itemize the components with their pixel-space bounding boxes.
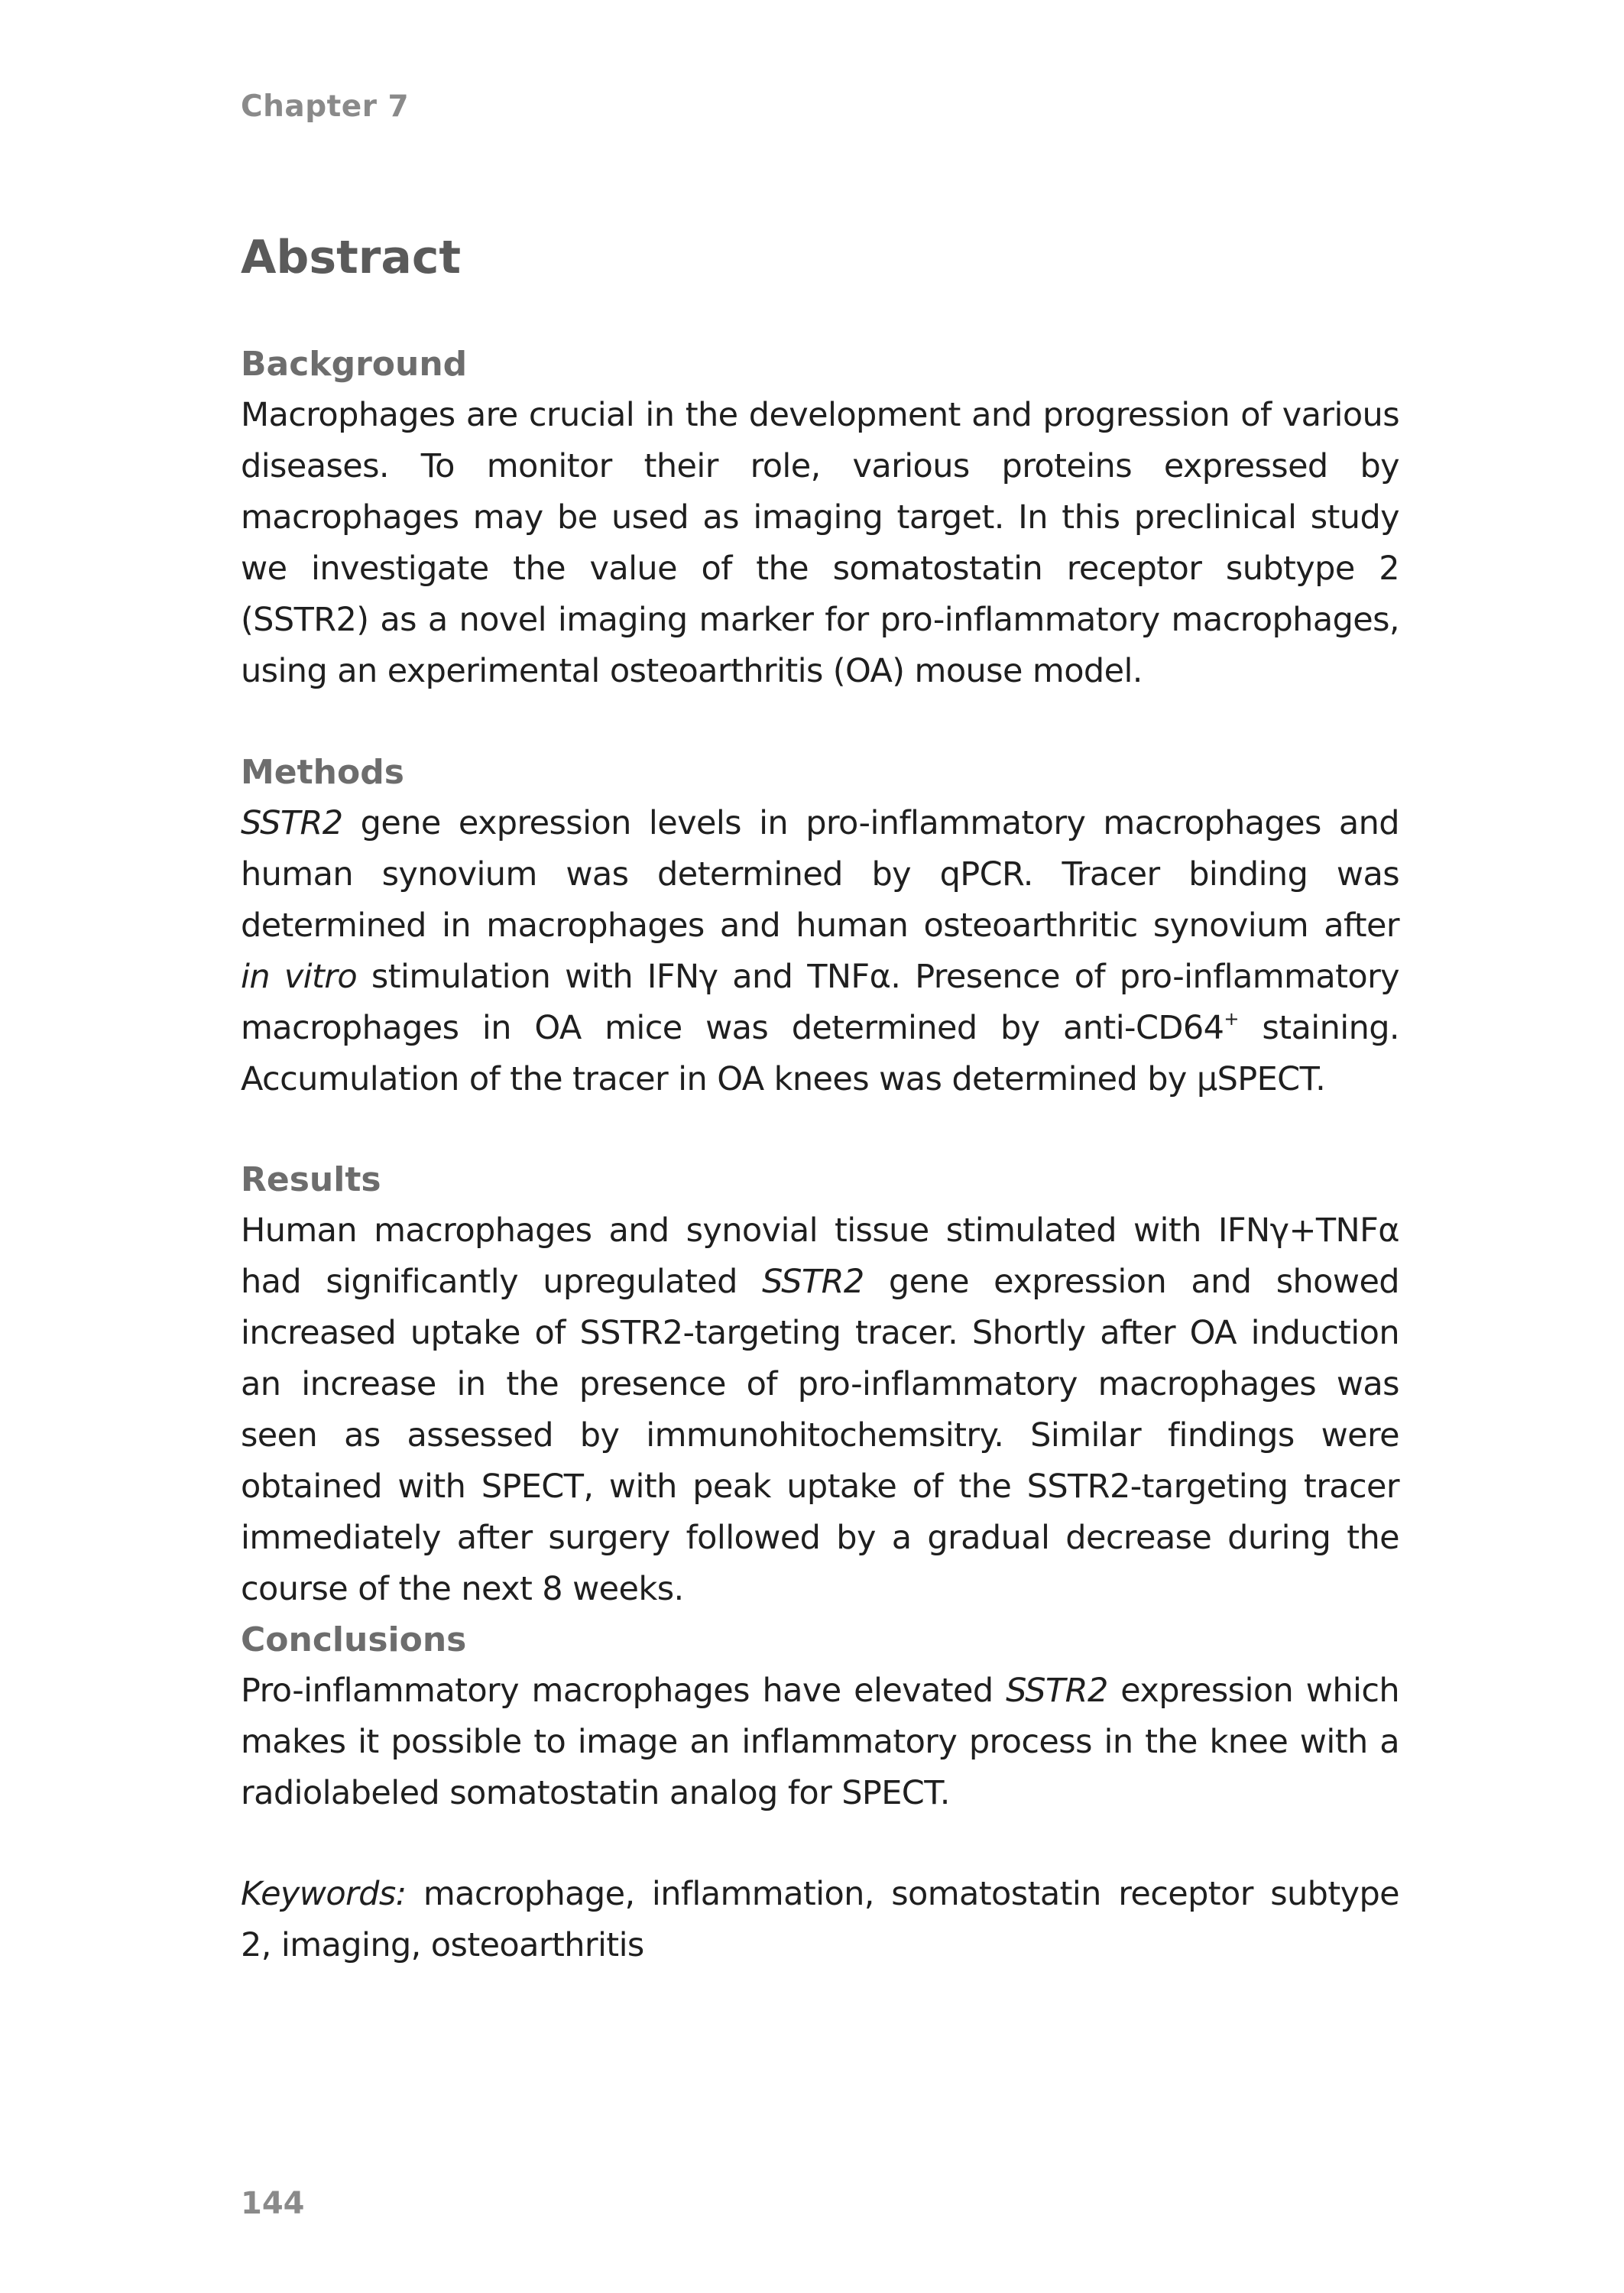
conclusions-italic-gene: SSTR2	[1006, 1672, 1108, 1710]
methods-text-part-3: staining. Accumulation of the tracer in OA knees was determined by µSPECT.	[241, 1009, 1399, 1098]
background-heading: Background	[241, 345, 468, 384]
keywords-label: Keywords:	[241, 1875, 407, 1913]
results-text-part-1: Human macrophages and synovial tissue stimulated with IFNγ+TNFα had significantly upregulated	[241, 1211, 1399, 1301]
results-heading: Results	[241, 1160, 381, 1199]
page-number: 144	[241, 2186, 305, 2221]
conclusions-text-part-1: Pro-inflammatory macrophages have elevated	[241, 1672, 1006, 1710]
results-text	[241, 1205, 1399, 1615]
conclusions-text	[241, 1665, 1399, 1819]
methods-text	[241, 798, 1399, 1105]
methods-text-part-2: stimulation with IFNγ and TNFα. Presence of pro-inflammatory macrophages in OA mice was determined by anti-CD64	[241, 958, 1399, 1047]
keywords-text	[241, 1869, 1399, 1971]
methods-section	[241, 747, 1399, 1105]
methods-superscript: +	[1224, 1008, 1239, 1030]
conclusions-text-part-2: expression which makes it possible to image an inflammatory process in the knee with a radiolabeled somatostatin analog for SPECT.	[241, 1672, 1400, 1812]
results-text-part-2: gene expression and showed increased uptake of SSTR2-targeting tracer. Shortly after OA induction an increase in the presence of pro-inflammatory macrophages was seen as assessed by immunohitochemsitry. Similar findings were obtained with SPECT, with peak uptake of the SSTR2-targeting tracer immediately after surgery followed by a gradual decrease during the course of the next 8 weeks.	[241, 1263, 1399, 1608]
conclusions-heading: Conclusions	[241, 1620, 467, 1659]
methods-heading: Methods	[241, 753, 404, 792]
keywords-list: macrophage, inflammation, somatostatin receptor subtype 2, imaging, osteoarthritis	[241, 1875, 1399, 1964]
page-title: Abstract	[241, 231, 462, 284]
methods-italic-in-vitro: in vitro	[241, 958, 358, 996]
background-text: Macrophages are crucial in the development and progression of various diseases. To monitor their role, various proteins expressed by macrophages may be used as imaging target. In this preclinical study we investigate the value of the somatostatin receptor subtype 2 (SSTR2) as a novel imaging marker for pro-inflammatory macrophages, using an experimental osteoarthritis (OA) mouse model.	[241, 396, 1399, 690]
background-section	[241, 339, 1399, 697]
methods-italic-gene: SSTR2	[241, 804, 343, 842]
keywords-section	[241, 1869, 1399, 1971]
results-italic-gene: SSTR2	[762, 1263, 864, 1301]
results-section	[241, 1154, 1399, 1615]
methods-text-part-1: gene expression levels in pro-inflammatory macrophages and human synovium was determined by qPCR. Tracer binding was determined in macrophages and human osteoarthritic synovium after	[241, 804, 1399, 945]
chapter-label: Chapter 7	[241, 89, 410, 124]
conclusions-section	[241, 1614, 1399, 1819]
